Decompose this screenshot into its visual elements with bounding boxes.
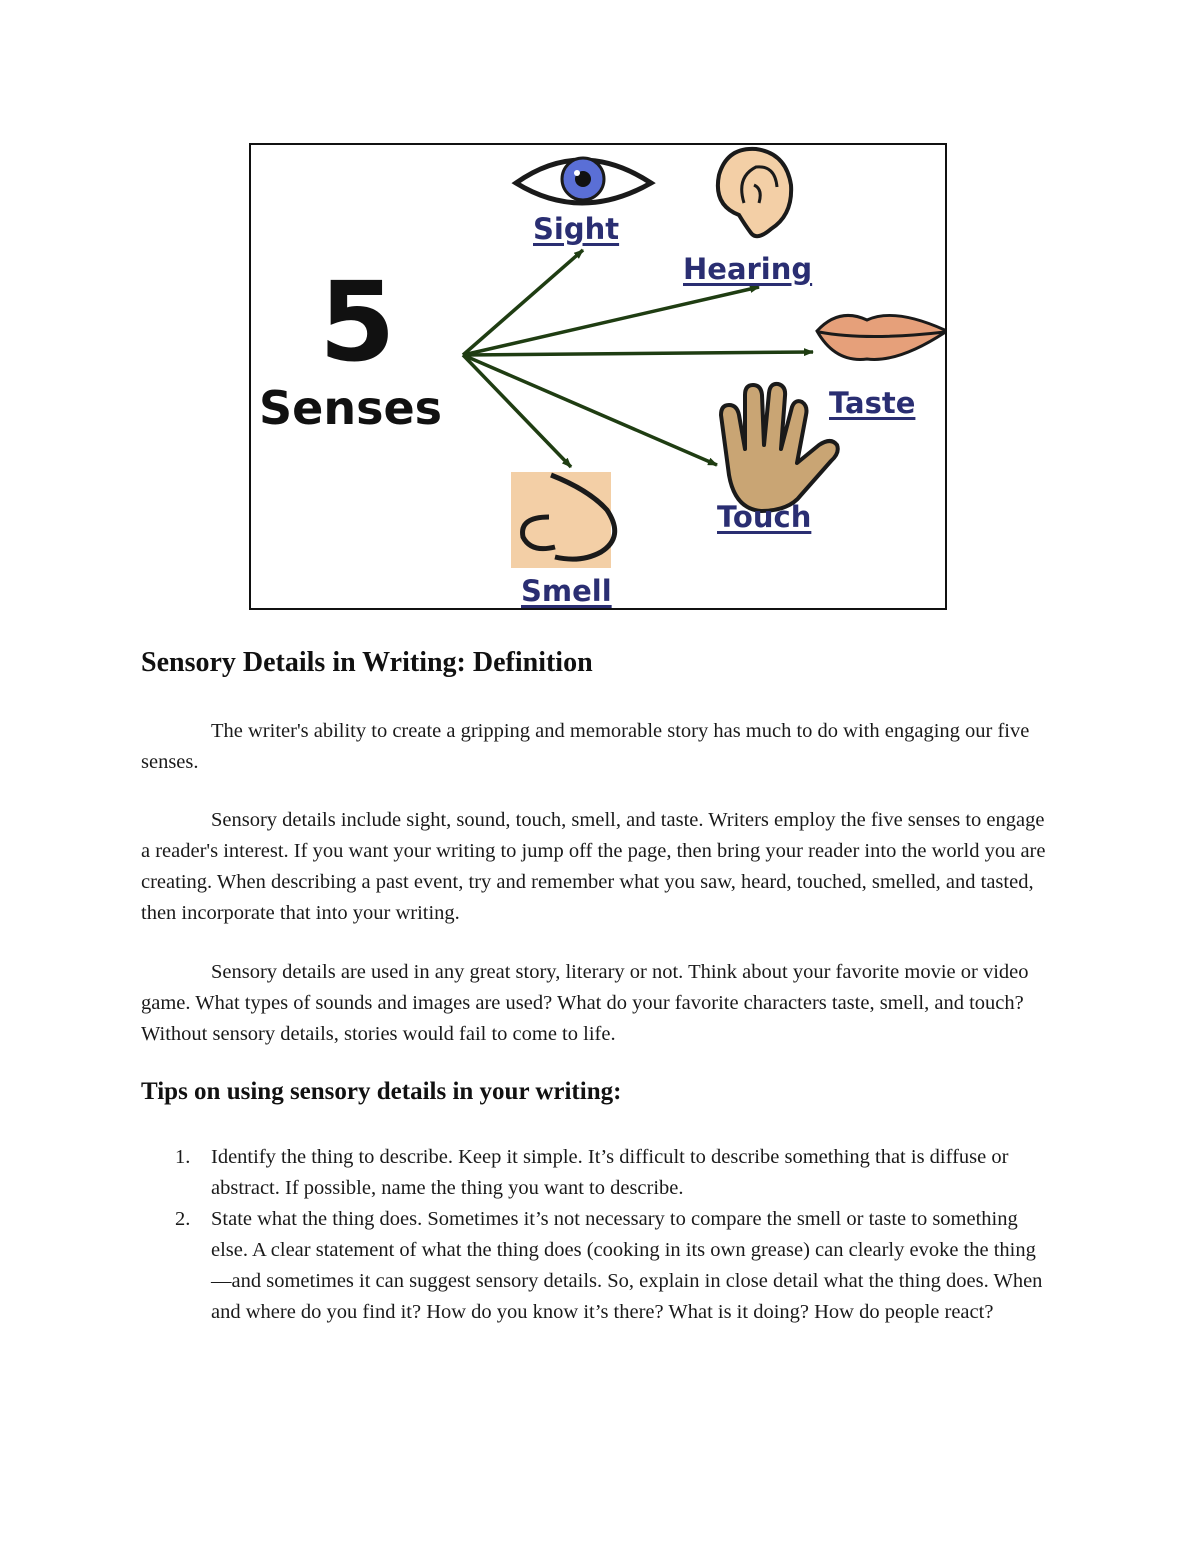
page-title: Sensory Details in Writing: Definition	[141, 647, 593, 678]
touch-label: Touch	[717, 500, 812, 534]
smell-label: Smell	[521, 574, 612, 608]
eye-icon	[516, 158, 651, 203]
hand-icon	[721, 384, 838, 511]
hearing-label: Hearing	[683, 252, 813, 286]
list-item-number: 1.	[175, 1146, 191, 1168]
paragraph-3: Sensory details are used in any great story, literary or not. Think about your favorite movie or video game. What types of sounds and images are used? What do your favorite characters taste, smell, and touch? Without sensory details, stories would fail to come to life.	[141, 961, 1029, 1045]
arrow-smell	[463, 355, 571, 467]
five-senses-figure	[249, 143, 947, 610]
ear-icon	[718, 149, 791, 236]
arrow-touch	[463, 355, 717, 465]
list-item	[141, 1204, 1051, 1328]
arrow-hearing	[463, 287, 759, 355]
list-item-number: 2.	[175, 1208, 191, 1230]
lips-icon	[817, 315, 947, 359]
paragraph-2: Sensory details include sight, sound, touch, smell, and taste. Writers employ the five senses to engage a reader's interest. If you want your writing to jump off the page, then bring your reader into the world you are creating. When describing a past event, try and remember what you saw, heard, touched, smelled, and tasted, then incorporate that into your writing.	[141, 809, 1046, 924]
list-item-text: Identify the thing to describe. Keep it simple. It’s difficult to describe something that is diffuse or abstract. If possible, name the thing you want to describe.	[211, 1146, 1009, 1199]
arrow-taste	[463, 352, 813, 355]
nose-icon	[511, 472, 615, 568]
senses-heading: Senses	[259, 381, 443, 435]
tips-list	[141, 1142, 1051, 1328]
sight-label: Sight	[533, 212, 620, 246]
taste-label: Taste	[829, 386, 916, 420]
arrow-sight	[463, 250, 583, 355]
list-item-text: State what the thing does. Sometimes it’s not necessary to compare the smell or taste to something else. A clear statement of what the thing does (cooking in its own grease) can clearly evoke the thing—and sometimes it can suggest sensory details. So, explain in close detail what the thing does. When and where do you find it? How do you know it’s there? What is it doing? How do people react?	[211, 1208, 1043, 1323]
paragraph-1: The writer's ability to create a gripping and memorable story has much to do with engaging our five senses.	[141, 720, 1030, 773]
five-number: 5	[319, 258, 396, 386]
tips-heading: Tips on using sensory details in your writing:	[141, 1078, 622, 1105]
list-item	[141, 1142, 1051, 1204]
